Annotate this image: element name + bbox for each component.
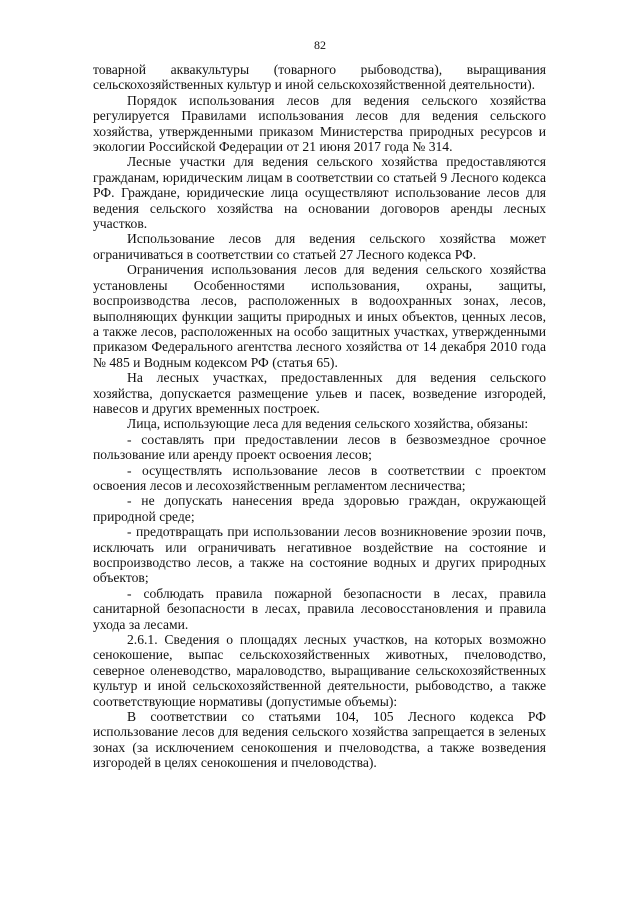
list-item-erosion-prevention: - предотвращать при использовании лесов возникновение эрозии почв, исключать или ограничивать негативное воздействие на состояние и воспроизводство лесов, а также на состояние водных и других природных объектов; <box>93 524 546 586</box>
paragraph-section-2-6-1: 2.6.1. Сведения о площадях лесных участков, на которых возможно сенокошение, выпас сельскохозяйственных животных, пчеловодство, северное оленеводство, мараловодство, выращивание сельскохозяйственных культур и иной сельскохозяйственной деятельности, рыбоводство, а также соответствующие нормативы (допустимые объемы): <box>93 632 546 709</box>
list-item-fire-safety: - соблюдать правила пожарной безопасности в лесах, правила санитарной безопасности в лесах, правила лесовосстановления и правила ухода за лесами. <box>93 585 546 632</box>
paragraph-continuation: товарной аквакультуры (товарного рыбоводства), выращивания сельскохозяйственных культур и иной сельскохозяйственной деятельности). <box>93 62 546 93</box>
paragraph-land-plots: Лесные участки для ведения сельского хозяйства предоставляются гражданам, юридическим лицам в соответствии со статьей 9 Лесного кодекса РФ. Граждане, юридические лица осуществляют использование лесов для ведения сельского хозяйства на основании договоров аренды лесных участков. <box>93 154 546 232</box>
list-item-forest-project: - составлять при предоставлении лесов в безвозмездное срочное пользование или аренду проект освоения лесов; <box>93 431 546 463</box>
paragraph-usage-order: Порядок использования лесов для ведения сельского хозяйства регулируется Правилами использования лесов для ведения сельского хозяйства, утвержденными приказом Министерства природных ресурсов и экологии Российской Федерации от 21 июня 2017 года № 314. <box>93 92 546 155</box>
paragraph-usage-restriction: Использование лесов для ведения сельского хозяйства может ограничиваться в соответствии со статьей 27 Лесного кодекса РФ. <box>93 231 546 262</box>
paragraph-obligations-intro: Лица, использующие леса для ведения сельского хозяйства, обязаны: <box>127 416 529 432</box>
paragraph-hives-placement: На лесных участках, предоставленных для ведения сельского хозяйства, допускается размещение ульев и пасек, возведение изгородей, навесов и других временных построек. <box>93 370 546 416</box>
page-number: 82 <box>314 38 326 52</box>
list-item-regulation-compliance: - осуществлять использование лесов в соответствии с проектом освоения лесов и лесохозяйственным регламентом лесничества; <box>93 462 546 493</box>
document-body <box>93 62 546 771</box>
list-item-no-harm: - не допускать нанесения вреда здоровью граждан, окружающей природной среде; <box>93 493 546 524</box>
paragraph-restrictions-established: Ограничения использования лесов для ведения сельского хозяйства установлены Особенностями использования, охраны, защиты, воспроизводства лесов, расположенных в водоохранных зонах, лесов, выполняющих функции защиты природных и иных объектов, ценных лесов, а также лесов, расположенных на особо защитных участках, утвержденными приказом Федерального агентства лесного хозяйства от 14 декабря 2010 года № 485 и Водным кодексом РФ (статья 65). <box>93 262 546 370</box>
paragraph-green-zones: В соответствии со статьями 104, 105 Лесного кодекса РФ использование лесов для ведения сельского хозяйства запрещается в зеленых зонах (за исключением сенокошения и пчеловодства, а также возведения изгородей в целях сенокошения и пчеловодства). <box>93 709 546 771</box>
